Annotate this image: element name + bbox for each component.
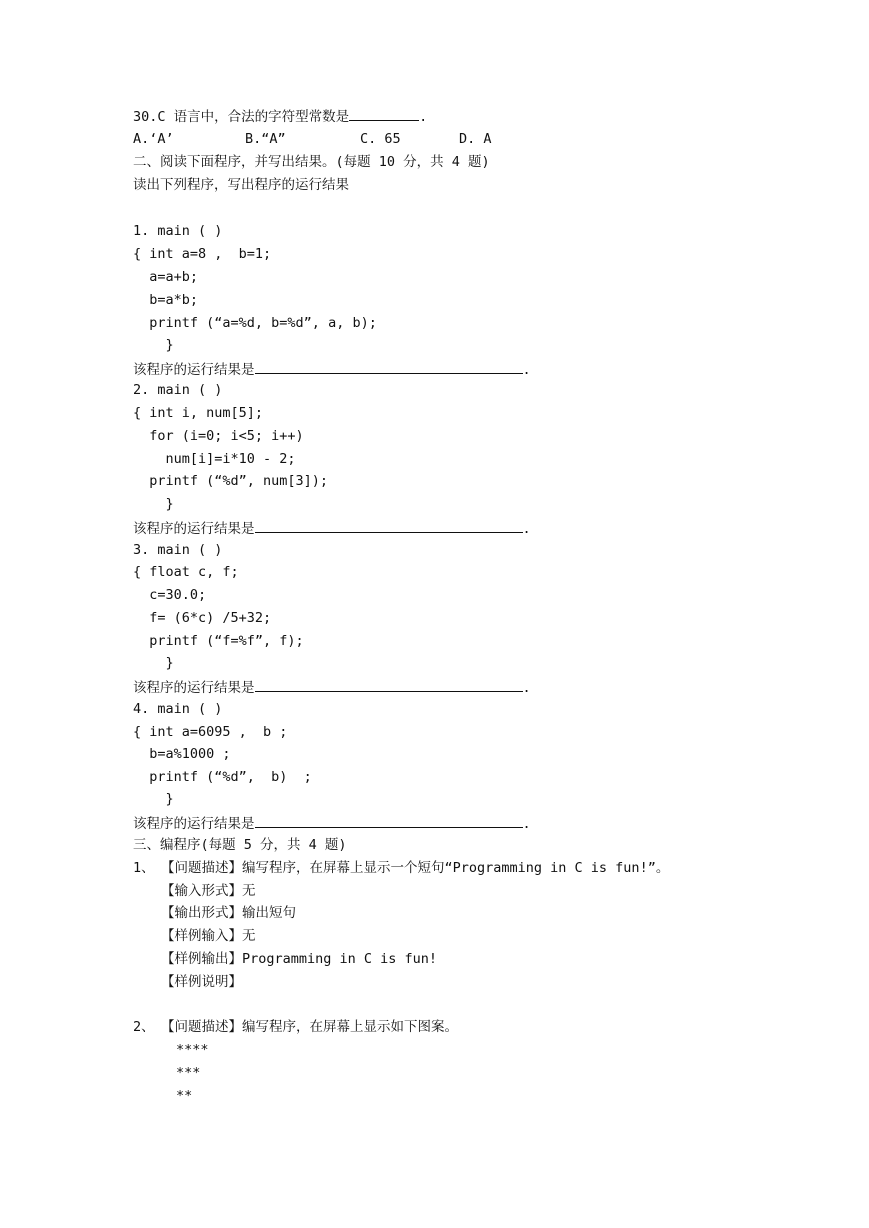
program1-line: { int a=8 , b=1; bbox=[133, 246, 272, 262]
answer-blank bbox=[255, 677, 523, 692]
program2-line: num[i]=i*10 - 2; bbox=[133, 451, 296, 467]
answer-prompt: 该程序的运行结果是 bbox=[133, 680, 255, 696]
section2-heading: 二、阅读下面程序，并写出结果。(每题 10 分，共 4 题) bbox=[133, 154, 490, 170]
program2-line: printf (“%d”, num[3]); bbox=[133, 473, 329, 489]
answer-blank bbox=[255, 359, 523, 374]
program2-line: } bbox=[133, 496, 174, 512]
q30-option-d: D. A bbox=[459, 131, 492, 147]
q30-answer-blank bbox=[349, 106, 419, 121]
program4-line: printf (“%d”, b) ; bbox=[133, 769, 312, 785]
answer-prompt: 该程序的运行结果是 bbox=[133, 521, 255, 537]
program3-line: c=30.0; bbox=[133, 587, 207, 603]
answer-end: . bbox=[522, 521, 531, 537]
program3-line: { float c, f; bbox=[133, 564, 239, 580]
program1-line: printf (“a=%d, b=%d”, a, b); bbox=[133, 315, 377, 331]
q30-option-c: C. 65 bbox=[360, 131, 401, 147]
problem2-description: 【问题描述】编写程序，在屏幕上显示如下图案。 bbox=[161, 1019, 458, 1035]
program1-line: a=a+b; bbox=[133, 269, 199, 285]
program4-line: { int a=6095 , b ; bbox=[133, 724, 288, 740]
program2-line: for (i=0; i<5; i++) bbox=[133, 428, 304, 444]
answer-end: . bbox=[522, 816, 531, 832]
answer-prompt: 该程序的运行结果是 bbox=[133, 816, 255, 832]
problem1-description: 【问题描述】编写程序，在屏幕上显示一个短句“Programming in C is fun!”。 bbox=[161, 860, 670, 876]
program2-line: { int i, num[5]; bbox=[133, 405, 264, 421]
section2-instruction: 读出下列程序，写出程序的运行结果 bbox=[133, 177, 349, 193]
problem1-input-format: 【输入形式】无 bbox=[161, 883, 256, 899]
problem1-sample-output: 【样例输出】Programming in C is fun! bbox=[161, 951, 438, 967]
program2-answer-line bbox=[133, 518, 531, 536]
answer-end: . bbox=[522, 680, 531, 696]
section3-heading: 三、编程序(每题 5 分，共 4 题) bbox=[133, 837, 347, 853]
problem1-number: 1、 bbox=[133, 860, 155, 876]
program3-line: 3. main ( ) bbox=[133, 542, 223, 558]
program4-line: } bbox=[133, 791, 174, 807]
program1-line: } bbox=[133, 337, 174, 353]
problem1-sample-note: 【样例说明】 bbox=[161, 974, 242, 990]
program3-line: f= (6*c) /5+32; bbox=[133, 610, 272, 626]
program3-answer-line bbox=[133, 677, 531, 695]
problem2-pattern-row: **** bbox=[176, 1042, 209, 1058]
q30-stem-end: . bbox=[419, 109, 428, 125]
program4-answer-line bbox=[133, 813, 531, 831]
answer-end: . bbox=[522, 362, 531, 378]
answer-prompt: 该程序的运行结果是 bbox=[133, 362, 255, 378]
program3-line: printf (“f=%f”, f); bbox=[133, 633, 304, 649]
q30-option-a: A.‘A’ bbox=[133, 131, 174, 147]
problem2-number: 2、 bbox=[133, 1019, 155, 1035]
program4-line: b=a%1000 ; bbox=[133, 746, 231, 762]
program3-line: } bbox=[133, 655, 174, 671]
problem2-pattern-row: *** bbox=[176, 1065, 201, 1081]
q30-stem: 30.C 语言中，合法的字符型常数是 bbox=[133, 109, 350, 125]
answer-blank bbox=[255, 813, 523, 828]
q30-stem-line bbox=[133, 106, 427, 124]
problem1-sample-input: 【样例输入】无 bbox=[161, 928, 256, 944]
program1-line: b=a*b; bbox=[133, 292, 199, 308]
problem2-pattern-row: ** bbox=[176, 1088, 193, 1104]
answer-blank bbox=[255, 518, 523, 533]
program2-line: 2. main ( ) bbox=[133, 382, 223, 398]
problem1-output-format: 【输出形式】输出短句 bbox=[161, 905, 296, 921]
program1-answer-line bbox=[133, 359, 531, 377]
program1-line: 1. main ( ) bbox=[133, 223, 223, 239]
q30-option-b: B.“A” bbox=[245, 131, 286, 147]
program4-line: 4. main ( ) bbox=[133, 701, 223, 717]
